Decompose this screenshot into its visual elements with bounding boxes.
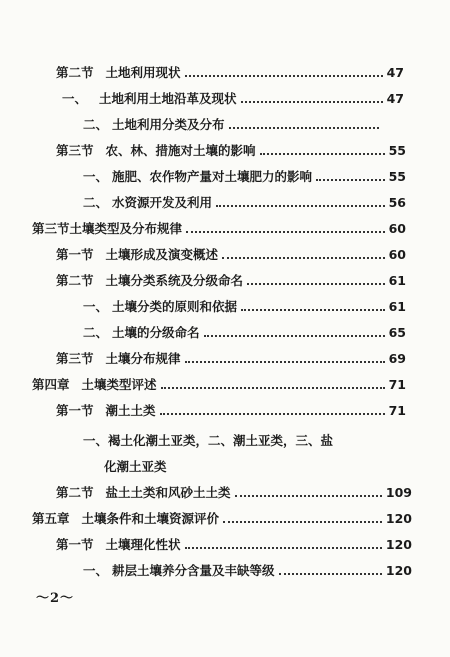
toc-page-number: 47: [386, 65, 404, 80]
toc-section-label: 第四章: [32, 377, 70, 392]
toc-section-label: 二、: [83, 117, 109, 132]
toc-page-number: 71: [388, 403, 406, 418]
toc-entry: [56, 480, 412, 500]
toc-entry: [56, 60, 404, 80]
toc-section-label: 第二节: [56, 485, 94, 500]
toc-entry: [32, 372, 406, 392]
toc-section-label: 第二节: [56, 65, 94, 80]
toc-entry: [83, 112, 383, 132]
leader-dots: [185, 75, 383, 77]
toc-title: 土地利用土地沿革及现状: [99, 91, 237, 106]
toc-title: 第三节土壤类型及分布规律: [32, 221, 183, 236]
toc-page-number: 60: [388, 247, 406, 262]
toc-page-number: 120: [385, 537, 412, 552]
toc-title: 土壤的分级命名: [112, 325, 200, 340]
toc-entry: [32, 506, 412, 526]
toc-entry: [56, 268, 406, 288]
toc-section-label: 第一节: [56, 247, 94, 262]
leader-dots: [279, 573, 382, 575]
toc-title: 施肥、农作物产量对土壤肥力的影响: [112, 169, 313, 184]
page-footer-number: ～2～: [36, 591, 75, 606]
toc-section-label: 一、: [83, 169, 109, 184]
toc-entry: [83, 164, 406, 184]
toc-title: 土壤分布规律: [105, 351, 181, 366]
toc-title: 潮土土类: [105, 403, 156, 418]
toc-page-number: 61: [388, 273, 406, 288]
toc-title: 土壤类型评述: [81, 377, 157, 392]
toc-page-number: 120: [385, 563, 412, 578]
toc-entry: [56, 138, 406, 158]
toc-entry: [56, 242, 406, 262]
toc-page-number: 56: [388, 195, 406, 210]
leader-dots: [185, 547, 382, 549]
toc-entry: [83, 558, 412, 578]
toc-page-number: 109: [385, 485, 412, 500]
toc-entry: [83, 428, 413, 448]
toc-section-label: 第一节: [56, 403, 94, 418]
toc-section-label: 一、: [83, 299, 109, 314]
leader-dots: [316, 179, 385, 181]
leader-dots: [216, 205, 385, 207]
toc-title: 农、林、措施对土壤的影响: [105, 143, 256, 158]
toc-section-label: 二、: [83, 195, 109, 210]
toc-entry: [56, 398, 406, 418]
toc-page-number: 55: [388, 143, 406, 158]
leader-dots: [229, 127, 379, 129]
toc-entry: [83, 294, 406, 314]
toc-entry: [104, 454, 304, 474]
toc-page-number: 65: [388, 325, 406, 340]
toc-page-number: 69: [388, 351, 406, 366]
toc-entry: [32, 216, 406, 236]
toc-page-number: 47: [386, 91, 404, 106]
leader-dots: [241, 309, 385, 311]
toc-title: 一、褐土化潮土亚类，二、潮土亚类，三、盐: [83, 433, 334, 448]
toc-title: 土壤条件和土壤资源评价: [81, 511, 220, 526]
leader-dots: [223, 521, 382, 523]
toc-entry: [83, 190, 406, 210]
leader-dots: [185, 361, 385, 363]
toc-title: 土壤分类系统及分级命名: [105, 273, 244, 288]
toc-section-label: 一、: [62, 91, 88, 106]
toc-title: 土地利用现状: [105, 65, 181, 80]
toc-title: 化潮土亚类: [104, 459, 167, 474]
toc-page-number: 120: [385, 511, 412, 526]
toc-title: 盐土土类和风砂土土类: [105, 485, 231, 500]
toc-title: 土壤理化性状: [105, 537, 181, 552]
toc-section-label: 第三节: [56, 143, 94, 158]
toc-entry: [56, 532, 412, 552]
toc-page-number: 55: [388, 169, 406, 184]
toc-section-label: 第一节: [56, 537, 94, 552]
toc-title: 土壤分类的原则和依据: [112, 299, 238, 314]
toc-page-number: 60: [388, 221, 406, 236]
toc-title: 水资源开发及利用: [112, 195, 213, 210]
toc-entry: [62, 86, 404, 106]
toc-page-number: 71: [388, 377, 406, 392]
leader-dots: [186, 231, 385, 233]
toc-entry: [56, 346, 406, 366]
toc-section-label: 第三节: [56, 351, 94, 366]
toc-title: 土地利用分类及分布: [112, 117, 225, 132]
toc-section-label: 二、: [83, 325, 109, 340]
toc-page-number: 61: [388, 299, 406, 314]
leader-dots: [204, 335, 385, 337]
leader-dots: [235, 495, 382, 497]
toc-title: 耕层土壤养分含量及丰缺等级: [112, 563, 275, 578]
leader-dots: [222, 257, 385, 259]
leader-dots: [241, 101, 383, 103]
toc-entry: [83, 320, 406, 340]
toc-title: 土壤形成及演变概述: [105, 247, 219, 262]
leader-dots: [260, 153, 385, 155]
toc-section-label: 一、: [83, 563, 109, 578]
leader-dots: [247, 283, 385, 285]
toc-section-label: 第二节: [56, 273, 94, 288]
leader-dots: [160, 413, 385, 415]
toc-section-label: 第五章: [32, 511, 70, 526]
leader-dots: [161, 387, 385, 389]
